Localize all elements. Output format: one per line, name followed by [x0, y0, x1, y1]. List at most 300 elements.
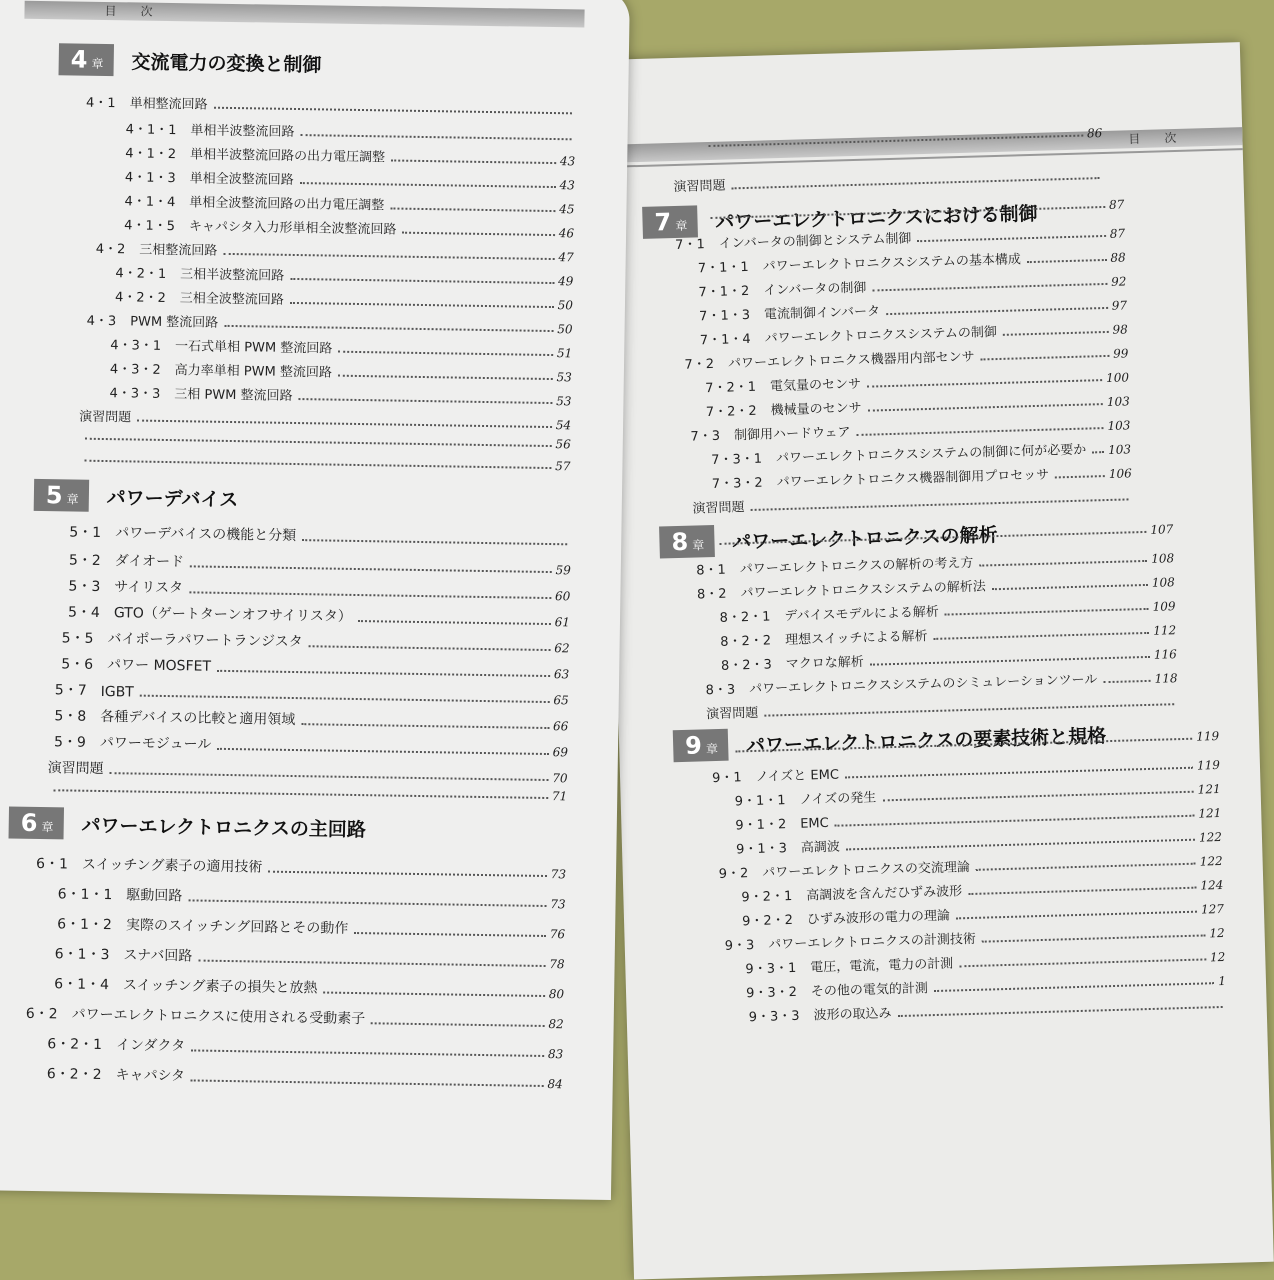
- chapter-heading: [59, 43, 322, 79]
- entry-number: 5・3: [68, 578, 101, 595]
- toc-entry: [96, 238, 574, 265]
- chapter-badge: [659, 525, 715, 559]
- entry-number: 9・1: [711, 770, 742, 787]
- toc-entry: [79, 430, 571, 452]
- entry-title: ひずみ波形の電力の理論: [806, 908, 951, 928]
- toc-entry: [54, 705, 568, 733]
- entry-page-number: 57: [555, 459, 571, 474]
- leader-dots: [217, 670, 550, 677]
- leader-dots: [198, 960, 545, 967]
- entry-page-number: 122: [1199, 853, 1223, 869]
- entry-title: インダクタ: [115, 1037, 186, 1055]
- entry-number: 9・3: [724, 938, 755, 954]
- entry-number: 7・3・2: [711, 475, 763, 493]
- leader-dots: [1003, 331, 1109, 336]
- toc-entry: [115, 262, 573, 288]
- leader-dots: [300, 134, 571, 140]
- leader-dots: [870, 656, 1150, 666]
- leader-dots: [868, 403, 1103, 412]
- entry-page-number: 46: [558, 226, 575, 241]
- entry-number: 4・2・2: [114, 290, 166, 306]
- entry-number: 5・7: [54, 682, 87, 699]
- entry-page-number: 76: [549, 927, 566, 942]
- entry-page-number: 107: [1150, 522, 1174, 537]
- entry-page-number: 47: [558, 250, 574, 265]
- entry-title: パワーエレクトロニクスの解析の考え方: [739, 555, 974, 578]
- toc-entry: [69, 521, 571, 549]
- toc-entry: [54, 973, 564, 1001]
- right-book-page: [600, 42, 1274, 1279]
- entry-title: 制御用ハードウェア: [733, 425, 851, 444]
- toc-entry: [110, 334, 572, 360]
- entry-page-number: 88: [1110, 250, 1126, 265]
- leader-dots: [1027, 259, 1107, 263]
- entry-number: 9・3・2: [745, 984, 798, 1002]
- entry-title: 理想スイッチによる解析: [784, 629, 928, 649]
- toc-entry: [115, 286, 573, 312]
- right-page-header: 目 次: [622, 127, 1242, 162]
- entry-title: 単相半波整流回路: [190, 123, 295, 140]
- entry-number: 6・2・1: [47, 1036, 103, 1054]
- entry-page-number: 112: [1153, 623, 1177, 638]
- entry-title: EMC: [800, 815, 829, 832]
- chapter-suffix: 章: [675, 218, 688, 233]
- entry-title: 各種デバイスの比較と適用領域: [100, 708, 296, 729]
- toc-entry: [110, 358, 572, 384]
- entry-title: パワーエレクトロニクスシステムの制御: [764, 325, 998, 347]
- entry-number: 5・9: [53, 734, 86, 751]
- leader-dots: [1092, 451, 1104, 453]
- entry-number: 8・2: [696, 586, 727, 603]
- left-book-page: [0, 0, 630, 1200]
- entry-title: パワーエレクトロニクス機器用内部センサ: [727, 349, 975, 372]
- entry-title: その他の電気的計測: [810, 981, 929, 1000]
- entry-page-number: 73: [550, 897, 566, 912]
- chapter-suffix: 章: [705, 741, 719, 757]
- toc-entry: [125, 142, 575, 168]
- toc-entry: [79, 406, 571, 433]
- entry-title: パワーデバイスの機能と分類: [115, 525, 297, 545]
- leader-dots: [358, 620, 551, 625]
- leader-dots: [845, 767, 1193, 779]
- entry-title: スナバ回路: [123, 947, 193, 965]
- entry-number: 5・8: [54, 708, 87, 725]
- left-page-header: 目 次: [24, 1, 584, 28]
- chapter-heading: [9, 807, 367, 845]
- entry-title: 演習問題: [692, 500, 745, 517]
- entry-page-number: 63: [553, 667, 570, 682]
- chapter-title: パワーエレクトロニクスにおける制御: [714, 202, 1038, 234]
- toc-entry: [673, 164, 1103, 195]
- leader-dots: [371, 1022, 544, 1027]
- chapter-title: パワーエレクトロニクスの主回路: [81, 814, 367, 841]
- entry-number: 7・3: [690, 428, 721, 445]
- entry-title: 三相全波整流回路: [179, 291, 284, 308]
- entry-page-number: 121: [1197, 781, 1221, 797]
- entry-title: 演習問題: [673, 178, 726, 195]
- entry-title: ダイオード: [114, 553, 185, 571]
- entry-page-number: 53: [556, 394, 572, 409]
- entry-page-number: 83: [547, 1047, 564, 1062]
- entry-title: パワーエレクトロニクスに使用される受動素子: [71, 1006, 366, 1028]
- leader-dots: [390, 207, 555, 212]
- chapter-number: 4: [70, 45, 88, 74]
- leader-dots: [188, 899, 546, 907]
- entry-number: 7・1・1: [697, 259, 749, 277]
- leader-dots: [191, 1049, 544, 1057]
- entry-number: 7・2: [684, 356, 715, 373]
- entry-title: ノイズと EMC: [755, 767, 840, 785]
- entry-number: 5・4: [67, 604, 101, 621]
- toc-entry: [26, 1003, 564, 1031]
- leader-dots: [720, 531, 1147, 545]
- entry-number: 7・1・4: [699, 331, 751, 349]
- leader-dots: [732, 177, 1100, 189]
- leader-dots: [992, 584, 1148, 590]
- leader-dots: [302, 539, 567, 545]
- leader-dots: [1103, 680, 1150, 683]
- toc-entry: [55, 679, 569, 707]
- entry-page-number: 119: [1196, 728, 1220, 744]
- toc-entry: [87, 310, 573, 337]
- entry-number: 7・1・3: [699, 307, 751, 325]
- entry-page-number: 116: [1153, 647, 1178, 662]
- entry-page-number: 54: [555, 418, 572, 433]
- leader-dots: [898, 1006, 1223, 1017]
- entry-number: 4・1: [85, 95, 116, 112]
- entry-number: 4・2・1: [115, 266, 167, 282]
- entry-page-number: 12: [1209, 925, 1225, 941]
- entry-title: 三相半波整流回路: [180, 267, 285, 284]
- entry-title: スイッチング素子の適用技術: [81, 856, 263, 876]
- entry-number: 8・2・3: [720, 657, 772, 674]
- entry-page-number: 1: [1218, 973, 1227, 989]
- entry-page-number: 122: [1198, 829, 1223, 845]
- leader-dots: [846, 839, 1195, 851]
- entry-page-number: 50: [557, 322, 573, 337]
- toc-entry: [124, 214, 574, 240]
- entry-title: 一石式単相 PWM 整流回路: [174, 339, 333, 357]
- entry-page-number: 106: [1108, 466, 1132, 481]
- entry-page-number: 84: [547, 1077, 563, 1092]
- chapter-badge: [9, 807, 64, 840]
- entry-number: 9・2・1: [741, 888, 793, 906]
- entry-page-number: 56: [555, 437, 571, 452]
- entry-number: 4・3・3: [109, 386, 161, 402]
- entry-page-number: 109: [1152, 599, 1176, 614]
- entry-page-number: 49: [557, 274, 574, 289]
- leader-dots: [110, 772, 549, 781]
- entry-title: 三相整流回路: [139, 242, 218, 259]
- leader-dots: [323, 992, 545, 997]
- leader-dots: [917, 235, 1105, 242]
- toc-entry: [55, 943, 565, 971]
- entry-page-number: 73: [550, 867, 567, 882]
- leader-dots: [710, 206, 1105, 219]
- leader-dots: [882, 791, 1193, 802]
- entry-page-number: 69: [552, 745, 569, 760]
- entry-page-number: 119: [1196, 757, 1221, 773]
- chapter-number: 8: [671, 527, 689, 557]
- entry-title: 単相全波整流回路の出力電圧調整: [189, 195, 385, 214]
- entry-title: 波形の取込み: [813, 1006, 892, 1024]
- entry-page-number: 127: [1200, 901, 1225, 917]
- entry-title: パワーエレクトロニクスシステムの基本構成: [762, 252, 1022, 275]
- leader-dots: [945, 608, 1149, 616]
- leader-dots: [217, 748, 548, 755]
- entry-page-number: 50: [557, 298, 574, 313]
- entry-title: インバータの制御: [763, 280, 867, 299]
- chapter-heading: [34, 479, 239, 514]
- entry-number: 4・1・1: [125, 122, 177, 139]
- entry-page-number: 86: [1086, 126, 1103, 141]
- chapter-badge: [673, 729, 729, 763]
- entry-page-number: 59: [555, 563, 571, 578]
- entry-number: 5・2: [68, 552, 101, 569]
- entry-page-number: 82: [548, 1017, 564, 1032]
- entry-number: 6・2・2: [46, 1066, 102, 1084]
- entry-page-number: 66: [552, 719, 569, 734]
- toc-entry: [86, 92, 576, 119]
- leader-dots: [1055, 475, 1105, 478]
- entry-page-number: 65: [553, 693, 569, 708]
- entry-number: 5・1: [69, 524, 102, 541]
- toc-entry: [125, 166, 575, 192]
- chapter-suffix: 章: [91, 56, 104, 71]
- entry-title: 機械量のセンサ: [770, 400, 862, 419]
- leader-dots: [934, 632, 1150, 640]
- entry-number: 4・1・2: [125, 146, 177, 163]
- entry-number: 6・1・2: [57, 916, 113, 934]
- entry-title: ノイズの発生: [799, 790, 877, 808]
- entry-number: 7・3・1: [711, 451, 763, 469]
- toc-entry: [78, 452, 570, 474]
- leader-dots: [981, 355, 1110, 361]
- entry-page-number: 61: [554, 615, 571, 630]
- leader-dots: [982, 934, 1206, 942]
- entry-title: パワーモジュール: [99, 734, 212, 753]
- entry-title: パワーエレクトロニクスシステムの解析法: [740, 579, 986, 602]
- toc-entry: [36, 853, 566, 881]
- chapter-number: 6: [20, 808, 38, 838]
- leader-dots: [137, 420, 552, 429]
- chapter-suffix: 章: [66, 492, 79, 507]
- leader-dots: [214, 107, 572, 115]
- entry-number: 7・1: [674, 237, 705, 253]
- entry-number: 9・1・1: [734, 793, 786, 810]
- toc-entry: [124, 190, 574, 216]
- leader-dots: [751, 498, 1129, 511]
- entry-title: サイリスタ: [114, 579, 184, 597]
- entry-page-number: 103: [1107, 418, 1131, 433]
- entry-title: 演習問題: [706, 705, 759, 723]
- entry-page-number: 70: [552, 771, 568, 786]
- entry-page-number: 87: [1108, 197, 1125, 212]
- toc-entry: [54, 731, 568, 759]
- leader-dots: [338, 351, 553, 356]
- entry-page-number: 53: [556, 370, 572, 385]
- leader-dots: [301, 723, 549, 729]
- entry-title: GTO（ゲートターンオフサイリスタ）: [113, 605, 352, 625]
- entry-number: 9・3・1: [745, 960, 797, 978]
- entry-number: 8・1: [696, 562, 727, 579]
- entry-page-number: 118: [1154, 671, 1178, 686]
- chapter-suffix: 章: [692, 538, 705, 553]
- entry-page-number: 62: [554, 641, 570, 656]
- entry-number: 8・3: [705, 682, 736, 699]
- entry-page-number: 71: [551, 789, 568, 804]
- toc-entry: [47, 781, 567, 803]
- leader-dots: [189, 591, 551, 599]
- chapter-suffix: 章: [41, 820, 54, 835]
- leader-dots: [835, 815, 1195, 827]
- leader-dots: [976, 863, 1196, 871]
- toc-entry: [47, 757, 567, 785]
- entry-title: パワーエレクトロニクス機器制御用プロセッサ: [776, 467, 1050, 491]
- leader-dots: [867, 379, 1102, 388]
- leader-dots: [190, 565, 552, 573]
- entry-number: 4・3・2: [109, 362, 161, 378]
- leader-dots: [85, 438, 552, 447]
- leader-dots: [402, 232, 554, 236]
- entry-title: PWM 整流回路: [130, 314, 219, 331]
- leader-dots: [857, 427, 1104, 436]
- entry-number: 4・1・5: [124, 218, 176, 235]
- entry-number: 7・2・1: [705, 379, 757, 397]
- entry-title: パワーエレクトロニクスシステムの制御に何が必要か: [775, 442, 1087, 467]
- entry-page-number: 103: [1106, 394, 1130, 409]
- toc-entry: [69, 549, 571, 577]
- leader-dots: [191, 1079, 544, 1087]
- entry-page-number: 43: [559, 178, 575, 193]
- entry-number: 7・1・2: [698, 283, 750, 301]
- toc-entry: [68, 601, 570, 629]
- entry-page-number: 43: [559, 154, 576, 169]
- entry-page-number: 100: [1105, 370, 1130, 385]
- entry-number: 9・2: [718, 866, 749, 882]
- entry-page-number: 80: [548, 987, 565, 1002]
- entry-title: IGBT: [100, 683, 134, 701]
- leader-dots: [290, 302, 554, 308]
- leader-dots: [338, 375, 553, 380]
- chapter-badge: [59, 43, 114, 76]
- leader-dots: [53, 789, 548, 799]
- entry-number: 7・2・2: [705, 403, 757, 421]
- entry-page-number: 121: [1198, 805, 1222, 821]
- entry-number: 4・2: [95, 241, 126, 258]
- leader-dots: [764, 703, 1174, 716]
- entry-title: デバイスモデルによる解析: [784, 604, 940, 625]
- entry-title: パワーエレクトロニクスシステムのシミュレーションツール: [748, 672, 1098, 698]
- leader-dots: [300, 182, 556, 188]
- leader-dots: [224, 325, 553, 332]
- entry-page-number: 87: [1109, 226, 1126, 241]
- leader-dots: [223, 253, 554, 260]
- leader-dots: [298, 398, 552, 404]
- entry-page-number: 92: [1110, 274, 1127, 289]
- entry-page-number: 103: [1107, 442, 1132, 457]
- leader-dots: [956, 911, 1197, 920]
- toc-entry: [58, 883, 566, 911]
- leader-dots: [268, 871, 546, 877]
- entry-title: 電気量のセンサ: [769, 376, 862, 395]
- entry-title: パワー MOSFET: [106, 657, 212, 675]
- entry-title: 単相半波整流回路の出力電圧調整: [189, 147, 386, 166]
- chapter-number: 5: [45, 481, 63, 510]
- entry-number: 9・1・2: [735, 817, 787, 834]
- entry-page-number: 78: [549, 957, 565, 972]
- chapter-badge: [34, 479, 89, 512]
- entry-page-number: 108: [1151, 551, 1175, 566]
- toc-entry: [68, 575, 570, 603]
- entry-page-number: 60: [555, 589, 571, 604]
- entry-title: 電流制御インバータ: [763, 304, 881, 323]
- leader-dots: [968, 887, 1196, 895]
- leader-dots: [886, 307, 1108, 315]
- toc-entry: [57, 913, 565, 941]
- entry-number: 9・2・2: [741, 912, 794, 930]
- leader-dots: [391, 159, 556, 164]
- entry-page-number: 98: [1112, 322, 1128, 337]
- entry-number: 4・1・4: [124, 194, 176, 211]
- entry-title: 電圧，電流，電力の計測: [810, 956, 954, 976]
- entry-page-number: 124: [1200, 877, 1224, 893]
- chapter-number: 9: [684, 731, 703, 760]
- entry-title: スイッチング素子の損失と放熱: [122, 977, 318, 997]
- leader-dots: [354, 932, 546, 937]
- chapter-title: 交流電力の変換と制御: [131, 50, 322, 76]
- entry-title: 演習問題: [47, 760, 104, 778]
- entry-title: 演習問題: [79, 409, 132, 426]
- entry-page-number: 99: [1112, 346, 1129, 361]
- entry-title: キャパシタ入力形単相全波整流回路: [188, 219, 397, 238]
- entry-number: 4・3・1: [110, 338, 162, 354]
- toc-entry: [61, 653, 569, 681]
- entry-title: 実際のスイッチング回路とその動作: [125, 917, 349, 937]
- entry-page-number: 97: [1111, 298, 1128, 313]
- toc-entry: [126, 118, 576, 144]
- entry-number: 4・3: [86, 313, 117, 330]
- entry-title: キャパシタ: [115, 1067, 186, 1085]
- entry-number: 8・2・1: [719, 609, 771, 626]
- chapter-number: 7: [654, 208, 672, 237]
- entry-number: 5・5: [61, 630, 94, 647]
- entry-title: バイポーラパワートランジスタ: [107, 631, 303, 651]
- toc-entry: [62, 627, 570, 655]
- entry-number: 8・2・2: [720, 633, 772, 650]
- leader-dots: [309, 645, 551, 651]
- entry-title: 単相全波整流回路: [189, 171, 294, 188]
- entry-title: 高調波: [800, 839, 841, 856]
- entry-number: 5・6: [61, 656, 94, 673]
- entry-title: インバータの制御とシステム制御: [718, 231, 912, 252]
- entry-page-number: 108: [1151, 575, 1175, 590]
- entry-title: 高調波を含んだひずみ波形: [806, 884, 963, 904]
- entry-number: 6・1・4: [54, 976, 110, 994]
- entry-title: パワーエレクトロニクスの交流理論: [762, 859, 971, 881]
- entry-number: 6・1: [35, 855, 69, 873]
- entry-number: 6・1・1: [57, 886, 113, 904]
- entry-number: 9・1・3: [735, 841, 788, 858]
- chapter-title: パワーデバイス: [106, 486, 239, 511]
- leader-dots: [290, 278, 554, 284]
- toc-entry: [47, 1063, 563, 1091]
- chapter-title: パワーエレクトロニクスの要素技術と規格: [745, 724, 1107, 757]
- entry-title: マクロな解析: [785, 654, 864, 673]
- entry-number: 6・2: [25, 1005, 58, 1023]
- leader-dots: [140, 695, 550, 703]
- entry-title: パワーエレクトロニクスの計測技術: [768, 931, 977, 953]
